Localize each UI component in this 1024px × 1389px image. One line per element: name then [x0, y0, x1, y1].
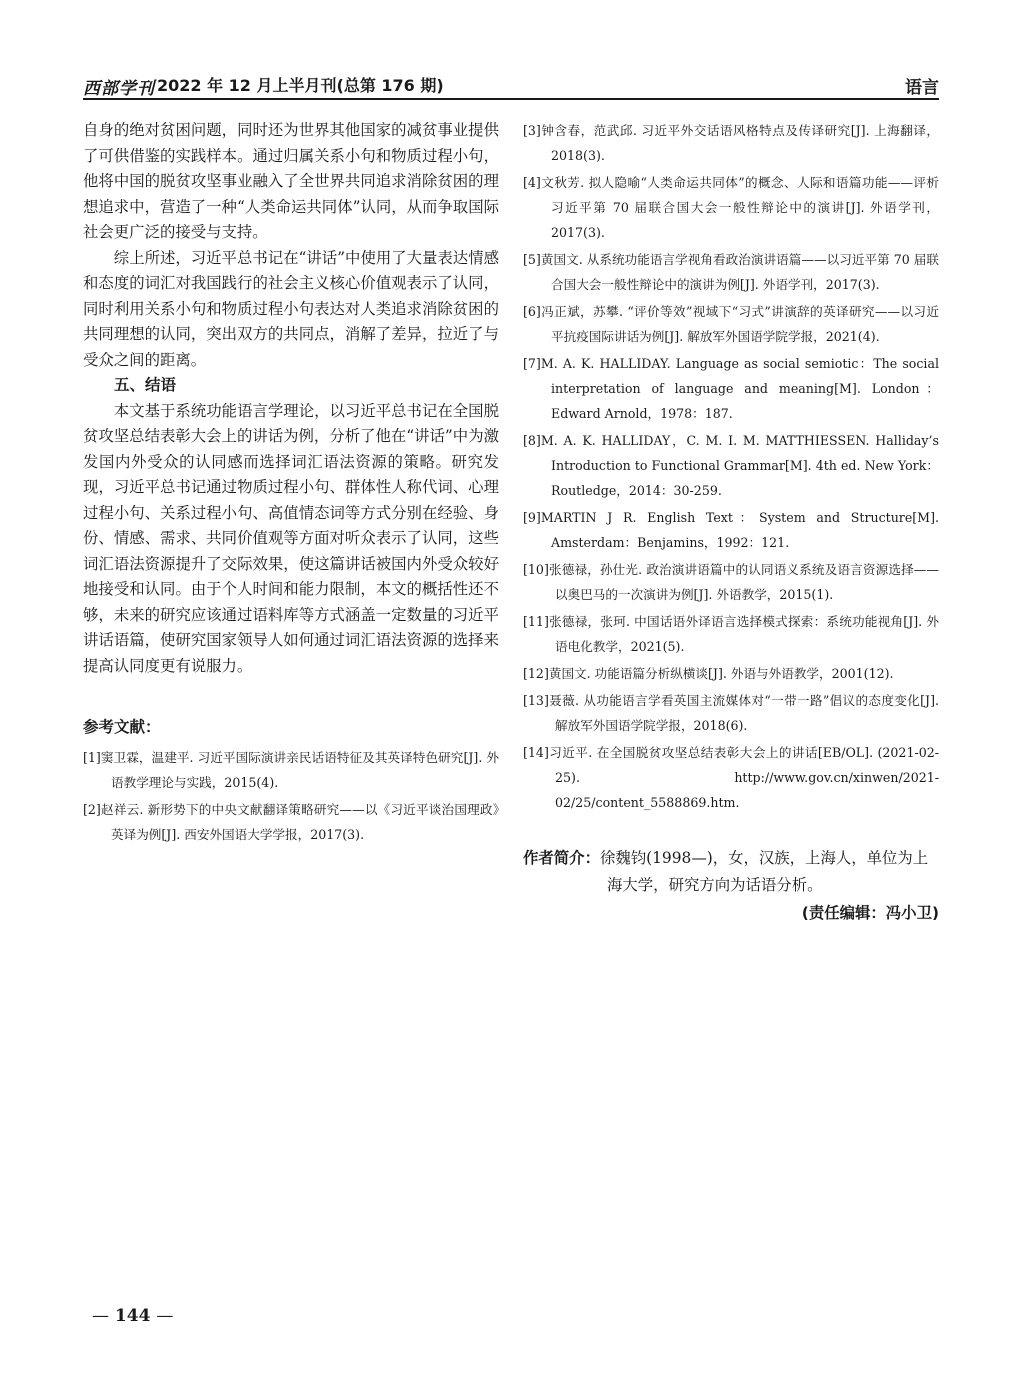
issue-info: 2022 年 12 月上半月刊(总第 176 期) [157, 76, 444, 95]
reference-item: [3]钟含春，范武邱. 习近平外交话语风格特点及传译研究[J]. 上海翻译，2018(3). [523, 123, 939, 163]
reference-item: [8]M. A. K. HALLIDAY，C. M. I. M. MATTHIESSEN. Halliday’s Introduction to Functional Grammar[M]. 4th ed. New York：Routledge，2014：30-259. [523, 433, 939, 498]
page-number-value: 144 [114, 1306, 151, 1326]
reference-item: [5]黄国文. 从系统功能语言学视角看政治演讲语篇——以习近平第 70 届联合国大会一般性辩论中的演讲为例[J]. 外语学刊，2017(3). [523, 252, 939, 292]
paragraph-summary: 综上所述，习近平总书记在“讲话”中使用了大量表达情感和态度的词汇对我国践行的社会主义核心价值观表示了认同，同时利用关系小句和物质过程小句表达对人类追求消除贫困的共同理想的认同，突出双方的共同点，消解了差异，拉近了与受众之间的距离。 [83, 248, 499, 369]
reference-item: [1]窦卫霖，温建平. 习近平国际演讲亲民话语特征及其英译特色研究[J]. 外语教学理论与实践，2015(4). [83, 750, 499, 790]
reference-item: [2]赵祥云. 新形势下的中央文献翻译策略研究——以《习近平谈治国理政》英译为例[J]. 西安外国语大学学报，2017(3). [83, 802, 499, 842]
paragraph-conclusion: 本文基于系统功能语言学理论，以习近平总书记在全国脱贫攻坚总结表彰大会上的讲话为例，分析了他在“讲话”中为激发国内外受众的认同感而选择词汇语法资源的策略。研究发现，习近平总书记通过物质过程小句、群体性人称代词、心理过程小句、关系过程小句、高值情态词等方式分别在经验、身份、情感、需求、共同价值观等方面对听众表示了认同，这些词汇语法资源提升了交际效果，使这篇讲话被国内外受众较好地接受和认同。由于个人时间和能力限制，本文的概括性还不够，未来的研究应该通过语料库等方式涵盖一定数量的习近平讲话语篇，使研究国家领导人如何通过词汇语法资源的选择来提高认同度更有说服力。 [83, 401, 499, 675]
responsible-editor: (责任编辑：冯小卫) [801, 904, 939, 922]
author-bio-label: 作者简介： [523, 849, 600, 867]
journal-logo: 西部学刊 [83, 79, 155, 99]
paragraph-continued: 自身的绝对贫困问题，同时还为世界其他国家的减贫事业提供了可供借鉴的实践样本。通过归属关系小句和物质过程小句，他将中国的脱贫攻坚事业融入了全世界共同追求消除贫困的理想追求中，营造了一种“人类命运共同体”认同，从而争取国际社会更广泛的接受与支持。 [83, 121, 499, 241]
reference-item: [12]黄国文. 功能语篇分析纵横谈[J]. 外语与外语教学，2001(12). [523, 666, 894, 681]
author-bio [523, 845, 939, 923]
reference-item: [13]聂薇. 从功能语言学看英国主流媒体对“一带一路”倡议的态度变化[J]. 解放军外国语学院学报，2018(6). [523, 693, 939, 733]
section-label: 语言 [905, 78, 939, 98]
reference-item: [10]张德禄，孙仕光. 政治演讲语篇中的认同语义系统及语言资源选择——以奥巴马的一次演讲为例[J]. 外语教学，2015(1). [523, 562, 939, 602]
section-heading-conclusion: 五、结语 [114, 376, 177, 394]
page-number: — 144 — [92, 1306, 174, 1326]
right-column [523, 118, 939, 923]
reference-item: [7]M. A. K. HALLIDAY. Language as social semiotic：The social interpretation of language and meaning[M]. London：Edward Arnold，1978：187. [523, 356, 939, 421]
author-bio-line [523, 845, 939, 899]
reference-item: [14]习近平. 在全国脱贫攻坚总结表彰大会上的讲话[EB/OL]. (2021-02-25). http://www.gov.cn/xinwen/2021-02/25/content_5588869.htm. [523, 745, 939, 810]
references-heading: 参考文献： [83, 718, 161, 736]
reference-item: [9]MARTIN J R. English Text：System and Structure[M]. Amsterdam：Benjamins，1992：121. [523, 510, 939, 550]
page-header [83, 72, 939, 100]
reference-item: [4]文秋芳. 拟人隐喻“人类命运共同体”的概念、人际和语篇功能——评析习近平第 70 届联合国大会一般性辩论中的演讲[J]. 外语学刊，2017(3). [523, 175, 939, 240]
author-bio-text: 徐魏钧(1998—)，女，汉族，上海人，单位为上海大学，研究方向为话语分析。 [599, 849, 929, 894]
left-column [83, 118, 499, 847]
reference-item: [6]冯正斌，苏攀. “评价等效”视域下“习式”讲演辞的英译研究——以习近平抗疫国际讲话为例[J]. 解放军外国语学院学报，2021(4). [523, 304, 939, 344]
reference-item: [11]张德禄，张珂. 中国话语外译语言选择模式探索：系统功能视角[J]. 外语电化教学，2021(5). [523, 614, 939, 654]
